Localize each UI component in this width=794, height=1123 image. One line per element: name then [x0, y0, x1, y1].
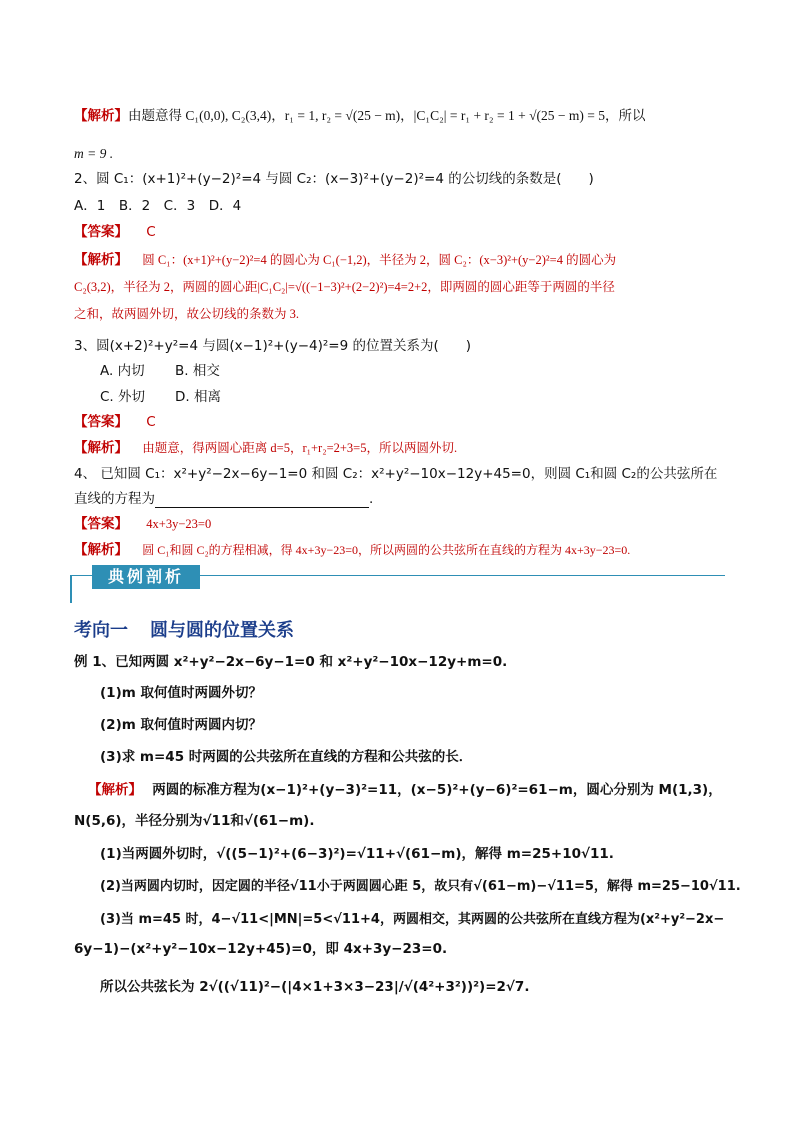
- banner-bracket: [70, 575, 76, 603]
- question-3-option-d: D. 相离: [175, 389, 221, 405]
- analysis-tag: 【解析】: [74, 542, 128, 558]
- analysis-tag: 【解析】: [74, 252, 128, 268]
- example-1-analysis-line-3: (1)当两圆外切时，√((5−1)²+(6−3)²)=√11+√(61−m)，解得 m=25+10√11.: [100, 846, 614, 862]
- question-4-stem-end: .: [369, 491, 374, 507]
- answer-tag: 【答案】: [74, 414, 128, 430]
- analysis-text: 圆 C₁和圆 C₂的方程相减，得 4x+3y−23=0，所以两圆的公共弦所在直线的方程为 4x+3y−23=0.: [142, 543, 631, 557]
- section-banner: [70, 563, 725, 605]
- section-number: 考向一: [74, 620, 128, 641]
- question-3-option-a: A. 内切: [100, 363, 145, 379]
- answer-blank: [155, 493, 369, 508]
- question-4-stem-text: 直线的方程为: [74, 491, 155, 507]
- question-3-option-b: B. 相交: [175, 363, 220, 379]
- analysis-text: 由题意得 C₁(0,0), C₂(3,4)，r₁ = 1, r₂ = √(25 − m)，|C₁C₂| = r₁ + r₂ = 1 + √(25 − m) = 5，所以: [128, 108, 646, 123]
- example-1-analysis-line-2: N(5,6)，半径分别为√11和√(61−m).: [74, 813, 315, 829]
- example-1-analysis-line-7: 所以公共弦长为 2√((√11)²−(|4×1+3×3−23|/√(4²+3²))²)=2√7.: [100, 979, 530, 995]
- section-title: 圆与圆的位置关系: [150, 620, 294, 641]
- analysis-text: 由题意，得两圆心距离 d=5，r₁+r₂=2+3=5，所以两圆外切.: [142, 441, 458, 455]
- answer-tag: 【答案】: [74, 224, 128, 240]
- question-4-answer: [74, 515, 211, 533]
- question-2-stem: 2、圆 C₁：(x+1)²+(y−2)²=4 与圆 C₂：(x−3)²+(y−2)²=4 的公切线的条数是( ): [74, 171, 594, 187]
- question-3-analysis: [74, 439, 457, 457]
- answer-tag: 【答案】: [74, 516, 128, 532]
- question-4-analysis: [74, 541, 630, 559]
- banner-label: 典例剖析: [92, 565, 200, 589]
- question-2-answer: [74, 223, 156, 241]
- question-2-analysis-line-1: [74, 251, 616, 269]
- question-4-stem-line-2: [74, 490, 373, 508]
- analysis-text: 圆 C₁：(x+1)²+(y−2)²=4 的圆心为 C₁(−1,2)，半径为 2，圆 C₂：(x−3)²+(y−2)²=4 的圆心为: [142, 253, 617, 267]
- section-heading: [74, 616, 316, 642]
- question-2-analysis-line-3: 之和，故两圆外切，故公切线的条数为 3.: [74, 307, 300, 321]
- analysis-tag: 【解析】: [74, 440, 128, 456]
- example-1-analysis-line-4: (2)当两圆内切时，因定圆的半径√11小于两圆圆心距 5，故只有√(61−m)−√11=5，解得 m=25−10√11.: [100, 879, 741, 894]
- question-3-option-c: C. 外切: [100, 389, 146, 405]
- analysis-line-continued: m = 9 .: [74, 146, 114, 161]
- analysis-tag: 【解析】: [88, 782, 142, 798]
- answer-value: C: [146, 224, 156, 240]
- example-1-stem: 例 1、已知两圆 x²+y²−2x−6y−1=0 和 x²+y²−10x−12y+m=0.: [74, 654, 508, 670]
- example-1-part-3: (3)求 m=45 时两圆的公共弦所在直线的方程和公共弦的长．: [100, 749, 473, 765]
- answer-value: 4x+3y−23=0: [146, 517, 212, 531]
- example-1-part-2: (2)m 取何值时两圆内切？: [100, 717, 262, 733]
- question-3-answer: [74, 413, 156, 431]
- example-1-analysis-line-5: (3)当 m=45 时，4−√11<|MN|=5<√11+4，两圆相交，其两圆的公共弦所在直线方程为(x²+y²−2x−: [100, 912, 725, 927]
- analysis-tag: 【解析】: [74, 108, 128, 123]
- question-3-stem: 3、圆(x+2)²+y²=4 与圆(x−1)²+(y−4)²=9 的位置关系为( ): [74, 338, 472, 354]
- answer-value: C: [146, 414, 156, 430]
- example-1-analysis-line-1: [88, 781, 722, 799]
- question-2-options: A．1 B．2 C．3 D．4: [74, 198, 242, 214]
- question-2-analysis-line-2: C₂(3,2)，半径为 2，两圆的圆心距|C₁C₂|=√((−1−3)²+(2−2)²)=4=2+2，即两圆的圆心距等于两圆的半径: [74, 280, 615, 294]
- example-1-analysis-line-6: 6y−1)−(x²+y²−10x−12y+45)=0，即 4x+3y−23=0.: [74, 941, 448, 957]
- analysis-line: [74, 107, 646, 125]
- example-1-part-1: (1)m 取何值时两圆外切？: [100, 685, 262, 701]
- question-4-stem-line-1: 4、 已知圆 C₁：x²+y²−2x−6y−1=0 和圆 C₂：x²+y²−10x−12y+45=0，则圆 C₁和圆 C₂的公共弦所在: [74, 466, 718, 482]
- analysis-text: 两圆的标准方程为(x−1)²+(y−3)²=11，(x−5)²+(y−6)²=61−m，圆心分别为 M(1,3)，: [152, 782, 722, 798]
